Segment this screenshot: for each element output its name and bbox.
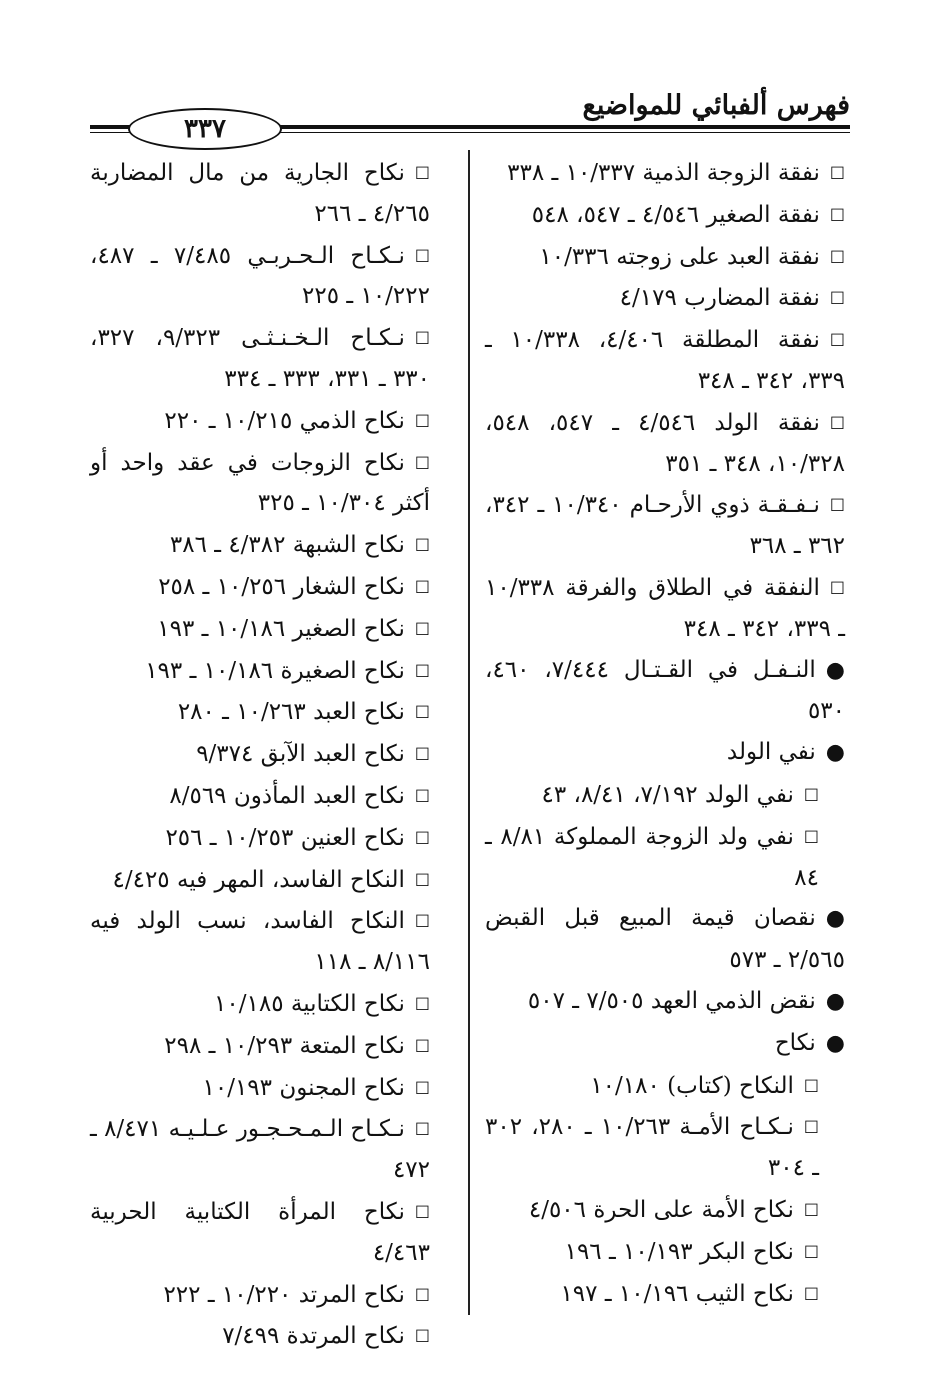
index-subentry [90, 608, 430, 650]
entry-text: نكاح المرتد ١٠/٢٢٠ ـ ٢٢٢ [163, 1281, 405, 1308]
entry-text: نـكـاح الـخـنـثـى ٩/٣٢٣، ٣٢٧، ٣٣٠ ـ ٣٣١، ٣٣٣ ـ ٣٣٤ [90, 325, 430, 392]
square-marker-icon: □ [414, 1076, 430, 1096]
square-marker-icon: □ [414, 244, 430, 264]
bullet-marker-icon: ● [825, 906, 845, 932]
index-subentry [90, 235, 430, 318]
square-marker-icon: □ [803, 1198, 819, 1218]
square-marker-icon: □ [829, 494, 845, 514]
index-subentry [485, 1189, 845, 1231]
square-marker-icon: □ [803, 825, 819, 845]
square-marker-icon: □ [414, 868, 430, 888]
entry-text: النفقة في الطلاق والفرقة ١٠/٣٣٨ ـ ٣٣٩، ٣٤٢ ـ ٣٤٨ [485, 574, 845, 642]
square-marker-icon: □ [414, 1118, 430, 1138]
index-subentry [90, 566, 430, 608]
index-subentry [485, 402, 845, 485]
square-marker-icon: □ [829, 329, 845, 349]
entry-text: نكاح العبد الآبق ٩/٣٧٤ [196, 741, 405, 768]
square-marker-icon: □ [803, 1116, 820, 1136]
index-subentry [90, 900, 430, 983]
entry-text: نكاح الصغير ١٠/١٨٦ ـ ١٩٣ [157, 615, 405, 642]
square-marker-icon: □ [803, 1074, 819, 1094]
left-column [90, 152, 430, 1357]
index-subentry [485, 816, 845, 899]
bullet-marker-icon: ● [825, 1030, 845, 1056]
entry-text: نفقة الصغير ٤/٥٤٦ ـ ٥٤٧، ٥٤٨ [531, 201, 820, 228]
right-column [485, 152, 845, 1314]
index-subentry [90, 817, 430, 859]
square-marker-icon: □ [414, 617, 430, 637]
entry-text: نكاح العنين ١٠/٢٥٣ ـ ٢٥٦ [165, 824, 405, 851]
index-subentry [485, 1273, 845, 1315]
index-subentry [90, 983, 430, 1025]
square-marker-icon: □ [829, 203, 845, 223]
square-marker-icon: □ [414, 327, 430, 347]
index-topic-entry [485, 650, 845, 733]
index-subentry [90, 1274, 430, 1316]
entry-text: نفقة العبد على زوجته ١٠/٣٣٦ [539, 243, 820, 270]
square-marker-icon: □ [414, 826, 430, 846]
index-topic-entry [485, 898, 845, 981]
square-marker-icon: □ [414, 451, 430, 471]
entry-text: نكاح العبد المأذون ٨/٥٦٩ [169, 782, 405, 809]
index-subentry [90, 775, 430, 817]
entry-text: نكاح [774, 1029, 816, 1056]
entry-text: نكاح المجنون ١٠/١٩٣ [202, 1074, 405, 1101]
square-marker-icon: □ [829, 287, 845, 307]
square-marker-icon: □ [414, 784, 430, 804]
index-subentry [485, 152, 845, 194]
entry-text: نكاح البكر ١٠/١٩٣ ـ ١٩٦ [564, 1238, 794, 1265]
entry-text: نكاح الشبهة ٤/٣٨٢ ـ ٣٨٦ [169, 532, 405, 559]
index-subentry [485, 194, 845, 236]
square-marker-icon: □ [414, 701, 430, 721]
entry-text: نكاح الأمة على الحرة ٤/٥٠٦ [528, 1196, 794, 1223]
entry-text: النكاح (كتاب) ١٠/١٨٠ [590, 1072, 794, 1099]
entry-text: النـفـل في القـتـال ٧/٤٤٤، ٤٦٠، ٥٣٠ [485, 656, 845, 725]
entry-text: نكاح الزوجات في عقد واحد أو أكثر ١٠/٣٠٤ ـ ٣٢٥ [90, 449, 430, 517]
entry-text: نفي الولد [726, 739, 816, 766]
page-number-badge [128, 108, 282, 150]
index-title: فهرس ألفبائي للمواضيع [582, 90, 850, 121]
square-marker-icon: □ [414, 162, 430, 181]
entry-text: نفي ولد الزوجة المملوكة ٨/٨١ ـ ٨٤ [485, 823, 819, 891]
entry-text: نكاح المرتدة ٧/٤٩٩ [222, 1323, 405, 1350]
square-marker-icon: □ [414, 910, 430, 930]
index-subentry [90, 650, 430, 692]
entry-text: نكاح الذمي ١٠/٢١٥ ـ ٢٢٠ [164, 407, 405, 434]
index-subentry [90, 1108, 430, 1191]
entry-text: نكاح الكتابية ١٠/١٨٥ [214, 990, 405, 1017]
entry-text: نفقة المضارب ٤/١٧٩ [619, 285, 820, 312]
entry-text: نفي الولد ٧/١٩٢، ٨/٤١، ٤٣ [541, 781, 794, 808]
square-marker-icon: □ [414, 743, 430, 763]
bullet-marker-icon: ● [825, 740, 845, 766]
square-marker-icon: □ [414, 1283, 430, 1303]
index-subentry [485, 484, 845, 567]
index-subentry [485, 319, 845, 402]
index-topic-entry [485, 732, 845, 774]
square-marker-icon: □ [414, 992, 430, 1012]
entry-text: النكاح الفاسد، نسب الولد فيه ٨/١١٦ ـ ١١٨ [90, 908, 430, 976]
entry-text: نكاح الجارية من مال المضاربة ٤/٢٦٥ ـ ٢٦٦ [90, 160, 430, 227]
entry-text: نكاح المرأة الكتابية الحربية ٤/٤٦٣ [90, 1198, 430, 1266]
entry-text: نـكـاح الـحـربـي ٧/٤٨٥ ـ ٤٨٧، ١٠/٢٢٢ ـ ٢٢٥ [90, 242, 430, 310]
entry-text: نفقة الولد ٤/٥٤٦ ـ ٥٤٧، ٥٤٨، ١٠/٣٢٨، ٣٤٨ ـ ٣٥١ [485, 409, 845, 477]
square-marker-icon: □ [414, 534, 430, 554]
index-subentry [90, 1315, 430, 1357]
entry-text: نفقة المطلقة ٤/٤٠٦، ١٠/٣٣٨ ـ ٣٣٩، ٣٤٢ ـ ٣٤٨ [485, 327, 845, 394]
index-subentry [90, 317, 430, 400]
square-marker-icon: □ [803, 1240, 819, 1260]
square-marker-icon: □ [803, 783, 819, 803]
square-marker-icon: □ [414, 409, 430, 429]
entry-text: نكاح الثيب ١٠/١٩٦ ـ ١٩٧ [560, 1280, 794, 1307]
index-subentry [485, 1231, 845, 1273]
index-subentry [90, 1191, 430, 1274]
page-header [90, 88, 850, 148]
square-marker-icon: □ [414, 575, 430, 595]
index-subentry [90, 400, 430, 442]
entry-text: نكاح الصغيرة ١٠/١٨٦ ـ ١٩٣ [145, 657, 405, 684]
index-subentry [485, 277, 845, 319]
entry-text: نقصان قيمة المبيع قبل القبض ٢/٥٦٥ ـ ٥٧٣ [485, 905, 845, 974]
bullet-marker-icon: ● [825, 657, 845, 683]
index-subentry [485, 1065, 845, 1107]
entry-text: نكاح العبد ١٠/٢٦٣ ـ ٢٨٠ [177, 699, 405, 726]
entry-text: النكاح الفاسد، المهر فيه ٤/٤٢٥ [112, 866, 405, 893]
square-marker-icon: □ [414, 659, 430, 679]
index-subentry [485, 1106, 845, 1189]
square-marker-icon: □ [414, 1034, 430, 1054]
entry-text: نفقة الزوجة الذمية ١٠/٣٣٧ ـ ٣٣٨ [507, 160, 820, 186]
square-marker-icon: □ [803, 1282, 819, 1302]
square-marker-icon: □ [414, 1200, 430, 1220]
index-subentry [90, 1067, 430, 1109]
entry-text: نـكـاح الأمـة ١٠/٢٦٣ ـ ٢٨٠، ٣٠٢ ـ ٣٠٤ [485, 1114, 819, 1182]
entry-text: نـكـاح الـمـحـجـور عـلـيـه ٨/٤٧١ ـ ٤٧٢ [90, 1116, 430, 1184]
square-marker-icon: □ [414, 1325, 430, 1345]
bullet-marker-icon: ● [825, 988, 845, 1014]
index-topic-entry [485, 1023, 845, 1065]
index-subentry [90, 152, 430, 235]
index-subentry [90, 733, 430, 775]
square-marker-icon: □ [829, 411, 845, 431]
column-divider [468, 150, 470, 1315]
entry-text: نكاح الشغار ١٠/٢٥٦ ـ ٢٥٨ [158, 573, 405, 600]
index-subentry [90, 524, 430, 566]
entry-text: نكاح المتعة ١٠/٢٩٣ ـ ٢٩٨ [164, 1032, 405, 1059]
page-number: ٣٣٧ [184, 114, 226, 144]
index-subentry [90, 442, 430, 525]
index-subentry [485, 774, 845, 816]
square-marker-icon: □ [829, 245, 845, 265]
index-subentry [90, 1025, 430, 1067]
index-subentry [485, 236, 845, 278]
square-marker-icon: □ [829, 576, 845, 596]
entry-text: نقض الذمي العهد ٧/٥٠٥ ـ ٥٠٧ [527, 987, 816, 1014]
entry-text: نـفـقـة ذوي الأرحـام ١٠/٣٤٠ ـ ٣٤٢، ٣٦٢ ـ ٣٦٨ [485, 492, 845, 560]
index-subentry [90, 859, 430, 901]
index-subentry [90, 691, 430, 733]
square-marker-icon: □ [829, 162, 845, 181]
index-topic-entry [485, 981, 845, 1023]
index-subentry [485, 567, 845, 650]
